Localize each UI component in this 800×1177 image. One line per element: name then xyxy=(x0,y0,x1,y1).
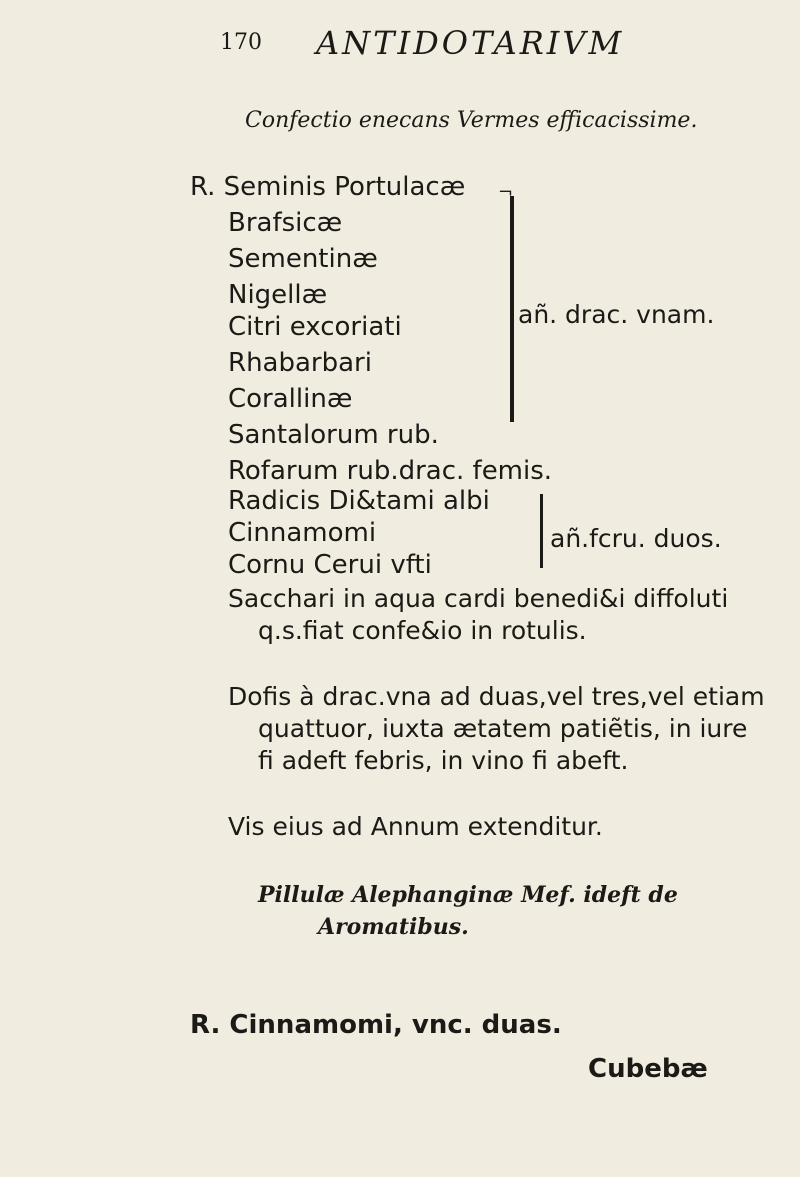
ingredient-line: Cornu Cerui vfti xyxy=(228,550,432,580)
ingredient-line: Nigellæ xyxy=(228,280,328,310)
ingredient-line: Santalorum rub. xyxy=(228,420,439,450)
text-line: q.s.fiat confe&io in rotulis. xyxy=(258,616,587,645)
ingredient-line: Cinnamomi xyxy=(228,518,377,548)
group-dose: añ. drac. vnam. xyxy=(518,300,715,329)
text-line: Vis eius ad Annum extenditur. xyxy=(228,812,603,841)
ingredient-line: Sementinæ xyxy=(228,244,378,274)
ingredient-line: R. Seminis Portulacæ xyxy=(190,172,466,202)
recipe-title: Pillulæ Alephanginæ Mef. ideft de xyxy=(258,882,678,908)
running-title: ANTIDOTARIVM xyxy=(316,24,625,62)
text-line: fi adeft febris, in vino fi abeft. xyxy=(258,746,629,775)
ingredient-line: Rhabarbari xyxy=(228,348,372,378)
recipe-title: Confectio enecans Vermes efficacissime. xyxy=(245,108,698,133)
text-line: Sacchari in aqua cardi benedi&i diffoluti xyxy=(228,584,729,613)
ingredient-line: Corallinæ xyxy=(228,384,353,414)
ingredient-line: Citri excoriati xyxy=(228,312,402,342)
brace-top-mark: ¬ xyxy=(498,182,514,203)
text-line: Dofis à drac.vna ad duas,vel tres,vel etiam xyxy=(228,682,765,711)
brace-group-2 xyxy=(540,494,543,568)
text-line: quattuor, iuxta ætatem patiẽtis, in iure xyxy=(258,714,748,743)
ingredient-line: Brafsicæ xyxy=(228,208,343,238)
brace-group-1 xyxy=(510,196,514,422)
ingredient-line: R. Cinnamomi, vnc. duas. xyxy=(190,1010,562,1040)
page-number: 170 xyxy=(220,30,262,55)
ingredient-line: Rofarum rub.drac. femis. xyxy=(228,456,553,486)
ingredient-line: Radicis Di&tami albi xyxy=(228,486,490,516)
ingredient-line: Cubebæ xyxy=(588,1054,708,1084)
recipe-title: Aromatibus. xyxy=(318,914,469,940)
group-dose: añ.fcru. duos. xyxy=(550,524,722,553)
